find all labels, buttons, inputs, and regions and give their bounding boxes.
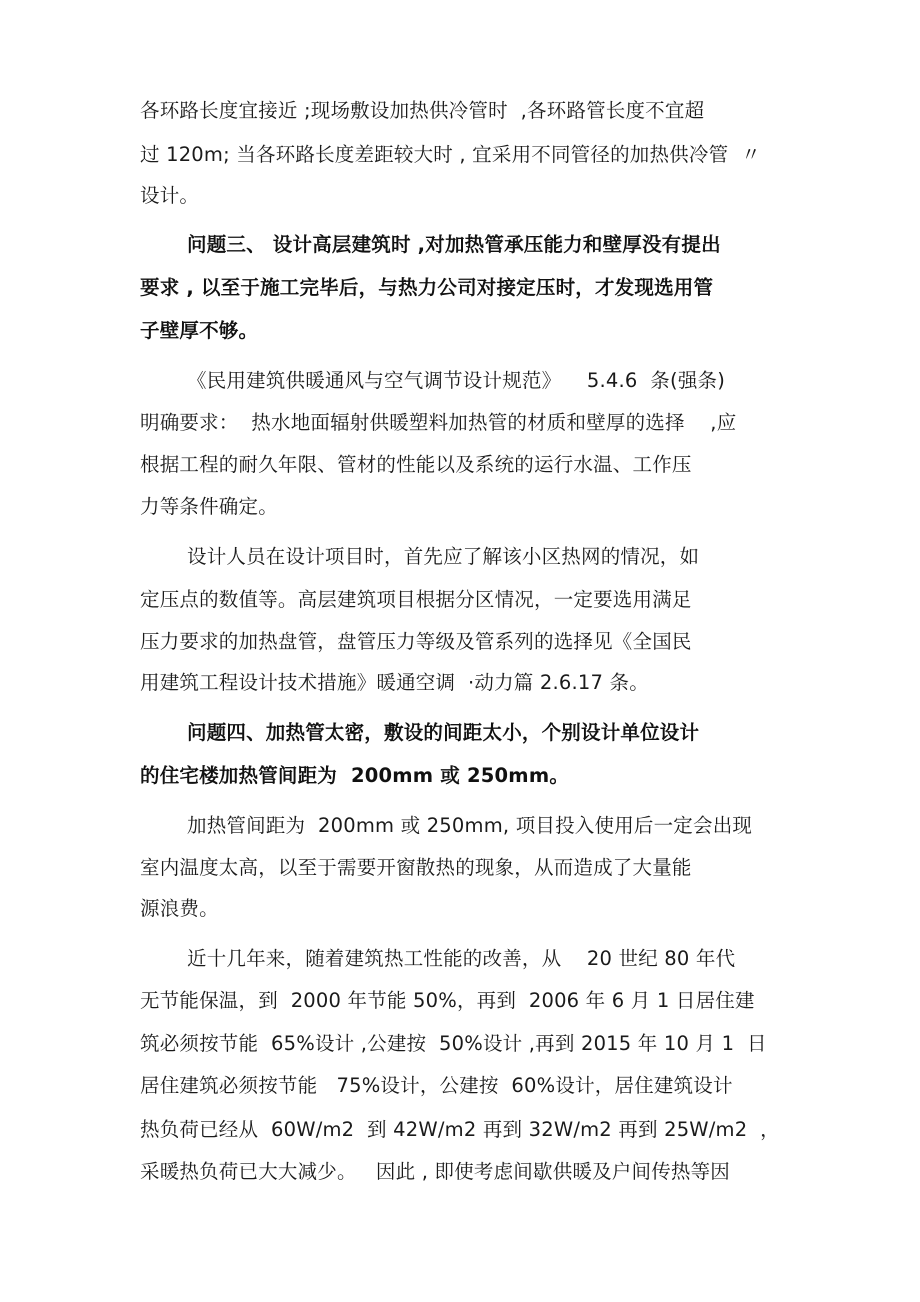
paragraph-6-line-2: 室内温度太高，以至于需要开窗散热的现象，从而造成了大量能 [140,856,692,879]
paragraph-4-line-4: 用建筑工程设计技术措施》暖通空调 ·动力篇 2.6.17 条。 [140,671,649,694]
paragraph-7-line-4: 居住建筑必须按节能 75%设计，公建按 60%设计，居住建筑设计 [140,1074,733,1097]
heading-question-3-line-1: 问题三、 设计高层建筑时 ,对加热管承压能力和壁厚没有提出 [187,233,721,256]
paragraph-7-line-1: 近十几年来，随着建筑热工性能的改善，从 20 世纪 80 年代 [187,947,736,970]
heading-question-4-line-1: 问题四、加热管太密，敷设的间距太小，个别设计单位设计 [187,721,700,744]
paragraph-7-line-6: 采暖热负荷已大大减少。 因此 , 即使考虑间歇供暖及户间传热等因 [140,1160,730,1183]
paragraph-3-line-1: 《民用建筑供暖通风与空气调节设计规范》 5.4.6 条(强条) [187,369,726,392]
paragraph-4-line-3: 压力要求的加热盘管，盘管压力等级及管系列的选择见《全国民 [140,630,692,653]
paragraph-1-line-2: 过 120m; 当各环路长度差距较大时 , 宜采用不同管径的加热供冷管 〃 [140,143,761,166]
paragraph-6-line-3: 源浪费。 [140,897,219,920]
paragraph-1-line-1: 各环路长度宜接近 ;现场敷设加热供冷管时 ,各环路管长度不宜超 [140,99,705,122]
paragraph-7-line-5: 热负荷已经从 60W/m2 到 42W/m2 再到 32W/m2 再到 25W/m2 ， [140,1118,780,1141]
paragraph-4-line-2: 定压点的数值等。高层建筑项目根据分区情况，一定要选用满足 [140,588,692,611]
paragraph-1-line-3: 设计。 [140,184,200,207]
heading-question-4-line-2: 的住宅楼加热管间距为 200mm 或 250mm。 [140,764,570,787]
paragraph-7-line-3: 筑必须按节能 65%设计 ,公建按 50%设计 ,再到 2015 年 10 月 1 日 [140,1032,767,1055]
paragraph-3-line-3: 根据工程的耐久年限、管材的性能以及系统的运行水温、工作压 [140,453,692,476]
paragraph-4-line-1: 设计人员在设计项目时，首先应了解该小区热网的情况，如 [187,545,700,568]
paragraph-6-line-1: 加热管间距为 200mm 或 250mm, 项目投入使用后一定会出现 [187,814,753,837]
heading-question-3-line-3: 子壁厚不够。 [140,319,259,342]
paragraph-7-line-2: 无节能保温，到 2000 年节能 50%，再到 2006 年 6 月 1 日居住建 [140,989,755,1012]
paragraph-3-line-2: 明确要求： 热水地面辐射供暖塑料加热管的材质和壁厚的选择 ,应 [140,411,737,434]
paragraph-3-line-4: 力等条件确定。 [140,495,278,518]
heading-question-3-line-2: 要求 , 以至于施工完毕后，与热力公司对接定压时，才发现选用管 [140,276,714,299]
